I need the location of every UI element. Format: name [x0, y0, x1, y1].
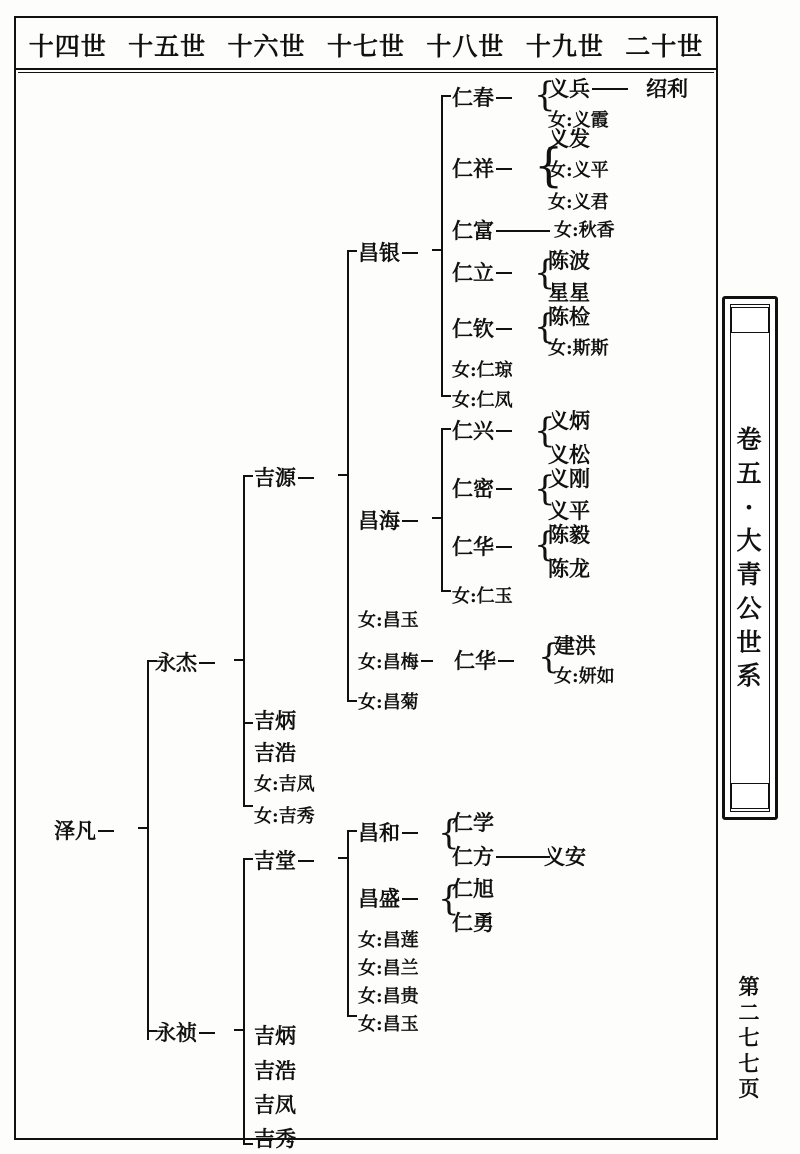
node-chang-sheng: 昌盛 — [358, 888, 418, 909]
node-yi-bing-2: 义炳 — [548, 408, 590, 433]
node-ren-xing: 仁兴 — [452, 420, 512, 441]
node-ren-fu: 仁富 — [452, 220, 550, 241]
node-ji-hao-1: 吉浩 — [254, 740, 296, 765]
volume-title-char-2: 五 — [736, 458, 764, 488]
branch-tick-ji-yuan — [243, 475, 253, 477]
branch-tick-ren-chun — [441, 95, 451, 97]
connector-dash — [421, 660, 433, 662]
volume-title-char-1: 卷 — [736, 425, 764, 454]
brace-ren-chun: { — [534, 75, 556, 115]
connector-dash — [496, 546, 512, 548]
node-yi-gang: 义刚 — [548, 466, 590, 491]
node-ji-tang: 吉堂 — [254, 850, 314, 871]
node-chang-yu-female: 女:昌玉 — [358, 610, 419, 631]
branch-end-chang-hai — [441, 590, 451, 592]
branch-stem-ze-fan — [138, 827, 148, 829]
generation-label-19: 十九世 — [525, 32, 604, 61]
node-chen-yi: 陈毅 — [548, 522, 590, 547]
brace-ren-hua: { — [534, 525, 556, 565]
node-yong-jie: 永杰 — [155, 652, 215, 673]
branch-tick-chang-yin — [347, 250, 357, 252]
branch-tick-chang-he — [347, 830, 357, 832]
node-ji-xiu-2: 吉秀 — [254, 1126, 296, 1151]
node-ji-feng-2: 吉凤 — [254, 1092, 296, 1117]
generation-label-16: 十六世 — [227, 32, 306, 61]
connector-dash-long — [496, 856, 550, 858]
node-yi-xia-female: 女:义霞 — [548, 110, 609, 131]
connector-dash — [298, 860, 314, 862]
volume-title-text — [725, 343, 775, 773]
brace-ren-xiang: { — [534, 138, 564, 192]
connector-dash — [496, 488, 512, 490]
node-ren-qin: 仁钦 — [452, 318, 512, 339]
brace-ren-hua-2: { — [538, 637, 560, 677]
connector-dash — [496, 272, 512, 274]
node-chang-hai: 昌海 — [358, 510, 418, 531]
node-yong-zhen: 永祯 — [155, 1022, 215, 1043]
generation-label-17: 十七世 — [326, 32, 405, 61]
connector-dash — [402, 898, 418, 900]
branch-line-ze-fan — [147, 660, 149, 1040]
node-ji-bing-2: 吉炳 — [254, 1023, 296, 1048]
generation-label-15: 十五世 — [128, 32, 207, 61]
node-ren-hua-2: 仁华 — [454, 650, 514, 671]
brace-ren-li: { — [534, 253, 556, 293]
brace-ren-xing: { — [534, 411, 556, 451]
page-number-char-1: 第 — [738, 973, 760, 999]
volume-title-char-8: 系 — [736, 661, 764, 691]
branch-tick-ren-xing — [441, 428, 451, 430]
node-jian-hong: 建洪 — [554, 633, 596, 658]
page-number-char-3: 七 — [738, 1025, 760, 1051]
branch-line-yong-jie — [243, 475, 245, 805]
volume-title-char-5: 青 — [736, 560, 764, 589]
node-chen-jian: 陈检 — [548, 304, 590, 329]
connector-dash — [496, 168, 512, 170]
branch-line-yong-zhen — [243, 858, 245, 1143]
node-xing-xing: 星星 — [548, 280, 590, 305]
node-shao-li: 绍利 — [646, 76, 688, 101]
node-ren-xue: 仁学 — [452, 810, 494, 835]
branch-end-yong-jie — [243, 805, 253, 807]
page-number — [732, 974, 766, 1102]
connector-dash — [498, 660, 514, 662]
volume-title-char-3: · — [744, 492, 756, 522]
branch-stem-ji-tang — [338, 857, 348, 859]
page-number-char-2: 二 — [738, 999, 760, 1025]
node-yi-jun-female: 女:义君 — [548, 192, 609, 213]
volume-title-panel — [722, 296, 778, 820]
node-ji-hao-2: 吉浩 — [254, 1058, 296, 1083]
generation-label-20: 二十世 — [625, 32, 704, 61]
branch-end-yong-zhen — [243, 1143, 253, 1145]
node-ren-chun: 仁春 — [452, 87, 512, 108]
node-ren-feng-female: 女:仁凤 — [452, 390, 513, 411]
node-yan-ru-female: 女:妍如 — [554, 666, 615, 687]
node-yi-song: 义松 — [548, 442, 590, 467]
connector-dash — [199, 1032, 215, 1034]
node-qiu-xiang-female: 女:秋香 — [554, 220, 615, 241]
node-ren-yu-female: 女:仁玉 — [452, 586, 513, 607]
node-ren-li: 仁立 — [452, 262, 512, 283]
generation-header-row — [18, 24, 714, 66]
connector-dash — [199, 662, 215, 664]
node-ren-hua: 仁华 — [452, 536, 512, 557]
branch-tick-ji-tang — [243, 858, 253, 860]
node-chen-bo: 陈波 — [548, 248, 590, 273]
node-chang-ju-female: 女:昌菊 — [358, 692, 419, 713]
node-yi-an: 义安 — [544, 844, 586, 869]
node-ji-feng-1: 女:吉凤 — [254, 774, 315, 795]
volume-title-cap-top — [731, 307, 769, 333]
branch-stem-yong-jie — [234, 659, 244, 661]
branch-end-ji-tang — [347, 1015, 357, 1017]
page-number-char-4: 七 — [738, 1050, 760, 1076]
connector-dash — [496, 97, 512, 99]
node-ji-bing-1: 吉炳 — [254, 708, 296, 733]
node-chang-mei-female: 女:昌梅 — [358, 654, 433, 672]
node-ji-xiu-1: 女:吉秀 — [254, 806, 315, 827]
connector-dash-long — [496, 230, 550, 232]
node-yi-bing: 义兵 — [548, 78, 628, 99]
node-chang-lan-female: 女:昌兰 — [358, 958, 419, 979]
connector-dash-mid — [592, 88, 628, 90]
branch-tick-ji-bing — [243, 722, 253, 724]
node-ren-xu: 仁旭 — [452, 876, 494, 901]
branch-stem-chang-hai — [432, 517, 442, 519]
volume-title-char-7: 世 — [736, 627, 764, 657]
connector-dash — [496, 328, 512, 330]
branch-line-chang-hai — [441, 428, 443, 590]
brace-ren-qin: { — [534, 307, 556, 347]
node-ren-yong: 仁勇 — [452, 910, 494, 935]
node-ze-fan: 泽凡 — [54, 820, 114, 841]
connector-dash — [402, 520, 418, 522]
volume-title-char-6: 公 — [736, 593, 764, 623]
generation-label-18: 十八世 — [426, 32, 505, 61]
node-chang-yu-female-2: 女:昌玉 — [358, 1014, 419, 1035]
lineage-tree — [14, 70, 718, 1151]
brace-chang-he: { — [438, 813, 460, 853]
connector-dash — [298, 477, 314, 479]
node-ren-mi: 仁密 — [452, 478, 512, 499]
branch-stem-chang-yin — [432, 249, 442, 251]
node-ren-xiang: 仁祥 — [452, 158, 512, 179]
volume-title-char-4: 大 — [736, 526, 764, 556]
node-chen-long: 陈龙 — [548, 556, 590, 581]
branch-line-chang-yin — [441, 95, 443, 395]
branch-end-chang-yin — [441, 395, 451, 397]
node-chang-lian-female: 女:昌莲 — [358, 930, 419, 951]
branch-stem-ji-yuan — [338, 474, 348, 476]
node-chang-yin: 昌银 — [358, 242, 418, 263]
node-si-si-female: 女:斯斯 — [548, 338, 609, 359]
branch-stem-yong-zhen — [234, 1029, 244, 1031]
volume-title-cap-bottom — [731, 783, 769, 809]
connector-dash — [98, 830, 114, 832]
connector-dash — [402, 252, 418, 254]
brace-chang-sheng: { — [438, 879, 460, 919]
generation-label-14: 十四世 — [28, 32, 107, 61]
node-yi-fa: 义发 — [548, 126, 590, 151]
brace-ren-mi: { — [534, 469, 556, 509]
page-number-char-5: 页 — [738, 1076, 760, 1102]
node-chang-gui-female: 女:昌贵 — [358, 986, 419, 1007]
node-ren-qiong-female: 女:仁琼 — [452, 360, 513, 381]
node-ji-yuan: 吉源 — [254, 467, 314, 488]
node-yi-ping-female: 女:义平 — [548, 160, 609, 181]
connector-dash — [496, 430, 512, 432]
connector-dash — [402, 832, 418, 834]
branch-end-ji-yuan — [347, 700, 357, 702]
node-yi-ping: 义平 — [548, 498, 590, 523]
node-ren-fang: 仁方 — [452, 846, 550, 867]
node-chang-he: 昌和 — [358, 822, 418, 843]
